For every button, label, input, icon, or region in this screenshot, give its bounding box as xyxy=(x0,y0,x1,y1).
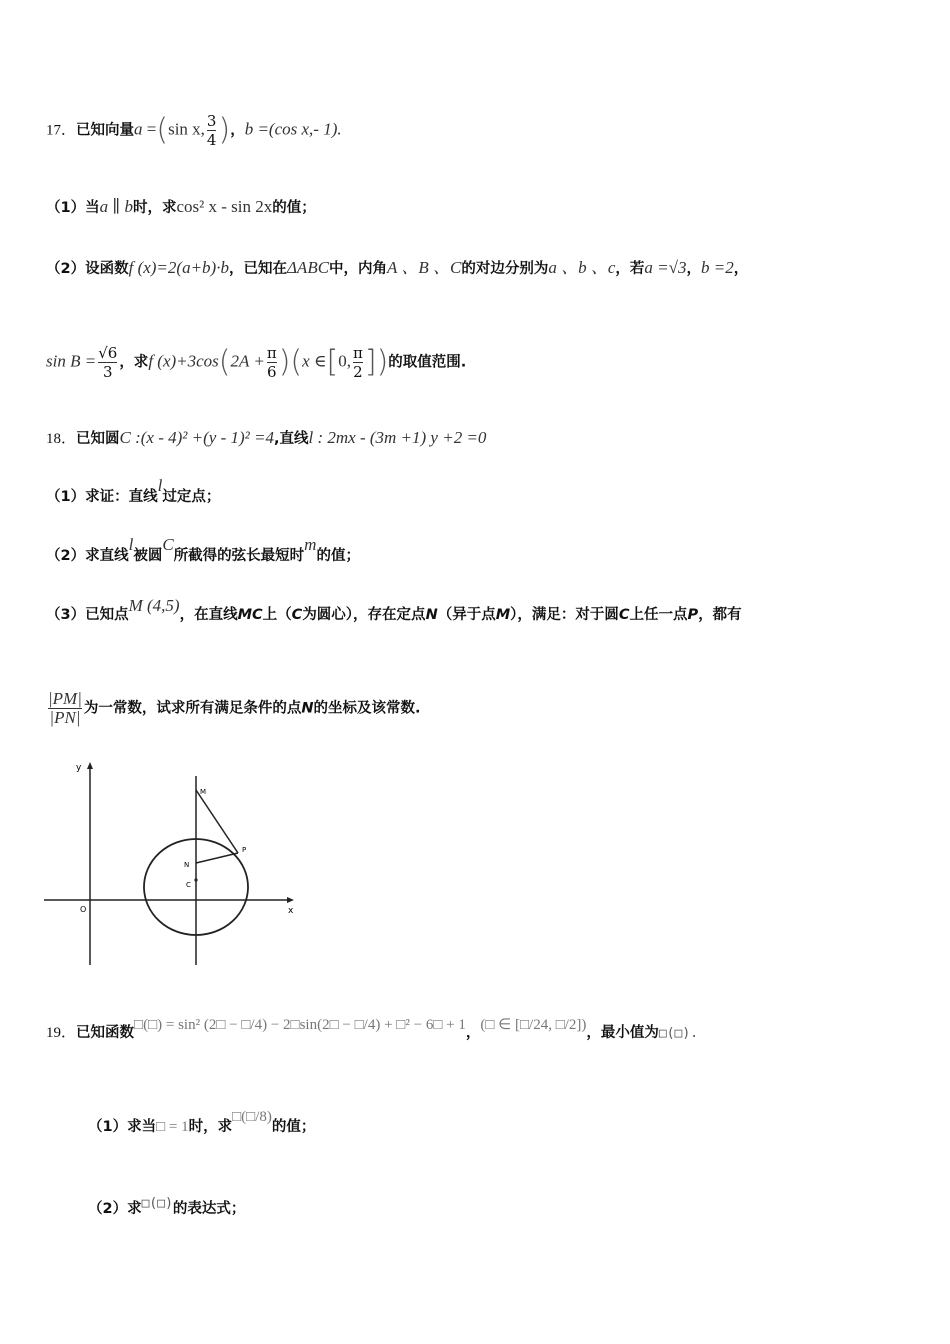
segment-np xyxy=(196,853,238,863)
q18-part3-line1 xyxy=(46,596,742,625)
y-axis-arrow xyxy=(87,762,93,769)
q18-p1-text-a: 求证：直线 xyxy=(85,489,158,505)
q18-p2-c: C xyxy=(162,535,174,554)
q18-stem xyxy=(46,428,486,449)
q17-p2-tri: ΔABC xyxy=(286,258,330,277)
q18-stem-a: 已知圆 xyxy=(76,431,120,447)
label-m: M xyxy=(200,788,207,796)
q19-stem-b: ，最小值为 xyxy=(586,1025,659,1041)
label-n: N xyxy=(184,861,190,869)
q18-part2 xyxy=(46,535,360,566)
q18-p2-l: l xyxy=(128,535,134,554)
q17-p2-text-g: 的取值范围. xyxy=(388,354,467,371)
q19-domain: (□ ∈ [□/24, □/2]) xyxy=(480,1017,587,1033)
q17-p2-func: f (x)=2(a+b)·b xyxy=(128,258,229,277)
x-axis-arrow xyxy=(287,897,294,903)
q18-p2-text-a: 求直线 xyxy=(85,548,129,564)
q19-stem-a: 已知函数 xyxy=(76,1025,135,1041)
q17-p2-range-b: 2A + xyxy=(230,351,265,371)
q18-p3-n: N xyxy=(425,607,438,623)
q18-p1-l: l xyxy=(157,476,163,495)
q17-p2-text-e: ，若 xyxy=(615,261,645,277)
q18-p3-text-c: 上（ xyxy=(262,607,292,623)
q18-p3-mc: MC xyxy=(237,607,263,623)
q18-p3-c2: C xyxy=(618,607,630,623)
q19-p1-expr: □(□/8) xyxy=(232,1109,272,1125)
q18-p3-n2: N xyxy=(301,700,314,717)
q18-p3-text-h: ，都有 xyxy=(698,607,742,623)
q17-part2-line1: （2）设函数f (x)=2(a+b)·b，已知在ΔABC中，内角A 、B 、C的对边分别为a 、b 、c，若a =√3，b =2， xyxy=(46,258,749,277)
q18-p3-ratio: $\frac{|PM|}{|PN|}$ xyxy=(48,689,82,727)
q17-p1-expr: cos² x - sin 2x xyxy=(176,197,273,216)
q17-p2-text-d: 的对边分别为 xyxy=(461,261,549,277)
q17-p2-range-a: f (x)+3cos xyxy=(148,351,219,371)
q17-p2-pi2: $\frac{\pi}{2}$ xyxy=(352,344,363,381)
q19-p1-label: （1） xyxy=(88,1119,128,1135)
q19-sep: ， xyxy=(465,1025,481,1041)
label-p: P xyxy=(242,846,247,854)
q17-p2-domain-b: 0, xyxy=(338,351,351,371)
q18-p3-text-f: ），满足：对于圆 xyxy=(510,607,619,623)
q17-part1 xyxy=(46,197,316,218)
q17-p2-sides: a 、b 、c xyxy=(548,258,616,277)
q18-p3-m: M xyxy=(495,607,511,623)
q18-p3-text-i: 为一常数，试求所有满足条件的点 xyxy=(83,700,302,717)
q18-p3-text-g: 上任一点 xyxy=(629,607,688,623)
q19-p2-text-b: 的表达式； xyxy=(172,1201,246,1217)
q19-p2-label: （2） xyxy=(88,1201,128,1217)
q17-p1-text-a: 当 xyxy=(85,200,100,216)
q17-p2-b: b =2 xyxy=(700,258,734,277)
q17-p2-angles: A 、B 、C xyxy=(387,258,462,277)
q17-p2-sin-frac: $\frac{√6}{3}$ xyxy=(98,344,118,381)
q17-p2-text-f: ，求 xyxy=(119,354,149,371)
q18-p2-label: （2） xyxy=(46,548,86,564)
q17-p1-text-b: 时，求 xyxy=(132,200,177,216)
q18-p3-text-e: （异于点 xyxy=(437,607,496,623)
q18-part3-line2 xyxy=(46,690,421,727)
q17-frac-3-4: $\frac{3}{4}$ xyxy=(206,112,217,149)
q18-p3-point: M (4,5) xyxy=(128,596,180,615)
q17-p2-domain-a: x ∈ xyxy=(302,351,327,371)
q18-p2-text-c: 所截得的弦长最短时 xyxy=(173,548,305,564)
q19-p1-text-b: 时，求 xyxy=(188,1119,233,1135)
q18-p1-label: （1） xyxy=(46,489,86,505)
q19-part2 xyxy=(46,1198,245,1220)
q17-p1-cond: a ∥ b xyxy=(99,197,133,216)
q18-circle-eq: C :(x - 4)² +(y - 1)² =4 xyxy=(119,428,274,447)
q18-p1-text-b: 过定点； xyxy=(162,489,221,505)
q17-vec-a-content: sin x, xyxy=(168,119,205,139)
q18-p2-text-b: 被圆 xyxy=(133,548,163,564)
q19-func: □(□) = sin² (2□ − □/4) − 2□sin(2□ − □/4) + □² − 6□ + 1 xyxy=(134,1017,466,1033)
q18-p2-m: m xyxy=(304,535,317,554)
q17-p2-a: a =√3 xyxy=(644,258,687,277)
q18-p3-c: C xyxy=(291,607,303,623)
q18-p3-text-j: 的坐标及该常数. xyxy=(313,700,421,717)
q17-vec-a: a xyxy=(134,119,143,139)
q18-p3-text-b: ，在直线 xyxy=(179,607,238,623)
q18-p3-text-a: 已知点 xyxy=(85,607,129,623)
q19-part1 xyxy=(46,1109,316,1137)
label-c: C xyxy=(186,881,191,889)
q17-p1-label: （1） xyxy=(46,200,86,216)
q17-number: 17． xyxy=(46,122,77,139)
q18-p2-text-d: 的值； xyxy=(316,548,360,564)
q18-number: 18． xyxy=(46,431,77,447)
q17-p2-label: （2） xyxy=(46,261,86,277)
q19-min: □(□). xyxy=(658,1026,699,1041)
q18-stem-b: ,直线 xyxy=(273,431,309,447)
q18-figure xyxy=(44,760,304,970)
q17-p2-text-a: 设函数 xyxy=(85,261,129,277)
label-x: x xyxy=(288,906,294,916)
q17-stem: 17．已知向量a =(sin x, $\frac{3}{4}$ )，b =(cos x,- 1). xyxy=(46,112,342,149)
q17-p2-text-c: 中，内角 xyxy=(329,261,388,277)
q18-part1 xyxy=(46,476,221,507)
point-c-dot xyxy=(194,878,197,881)
q19-p2-text-a: 求 xyxy=(127,1201,142,1217)
q19-stem xyxy=(46,1017,699,1044)
q19-p2-expr: □(□) xyxy=(141,1196,173,1211)
q17-sep: ， xyxy=(230,122,245,139)
q18-p3-label: （3） xyxy=(46,607,86,623)
q19-number: 19． xyxy=(46,1025,77,1041)
q17-p2-sin: sin B = xyxy=(46,351,97,371)
label-o: O xyxy=(80,905,87,914)
q17-part2-line2: sin B = $\frac{√6}{3}$ ，求f (x)+3cos(2A + $\frac{\pi}{6}$ )(x ∈[0, $\frac{\pi}{2}$ ])的取值范围. xyxy=(46,344,467,381)
q17-vec-b: b =(cos x,- 1). xyxy=(244,119,342,139)
q18-p3-text-d: 为圆心），存在定点 xyxy=(302,607,426,623)
label-y: y xyxy=(76,763,82,773)
q19-p1-text-c: 的值； xyxy=(271,1119,316,1135)
q18-line-eq: l : 2mx - (3m +1) y +2 =0 xyxy=(308,428,487,447)
q19-p1-cond: □ = 1 xyxy=(156,1119,189,1135)
q17-stem-text: 已知向量 xyxy=(76,122,135,139)
q17-p2-text-b: ，已知在 xyxy=(228,261,287,277)
q17-p1-text-c: 的值； xyxy=(272,200,316,216)
q19-p1-text-a: 求当 xyxy=(127,1119,157,1135)
q18-p3-p: P xyxy=(687,607,699,623)
q17-p2-pi6: $\frac{\pi}{6}$ xyxy=(266,344,277,381)
